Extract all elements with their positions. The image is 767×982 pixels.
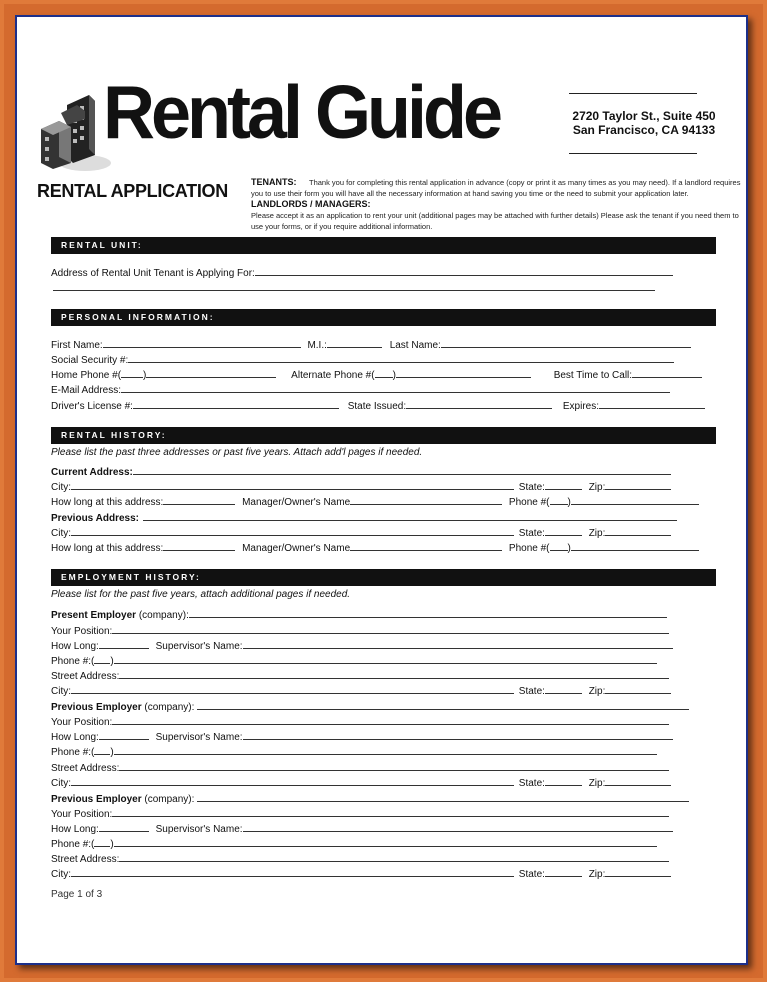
tenants-text: Thank you for completing this rental application in advance (copy or print it as many times as you may need). If a landlord requires you to use their form you will have all the necessary information at hand saving you time or the need to submit your application later. [251,178,741,198]
how-long-label: How long at this address: [51,543,164,554]
city-field[interactable] [71,480,514,490]
employer-city-row [51,684,671,698]
how-long-field[interactable] [99,639,149,649]
current-address-row [51,465,671,479]
phone-field[interactable] [571,541,699,551]
state-label: State: [518,778,545,789]
phone-label: Phone #( [508,497,550,508]
how-long-row [51,639,673,653]
supervisor-field[interactable] [243,822,673,832]
phone-area[interactable] [94,745,110,755]
expires-field[interactable] [599,399,705,409]
rental-address-label: Address of Rental Unit Tenant is Applying For: [51,268,255,279]
email-field[interactable] [121,383,670,393]
phone-label: Phone #:( [51,839,95,850]
how-long-label: How long at this address: [51,497,164,508]
home-phone-area[interactable] [121,368,143,378]
rental-address-row [51,266,673,280]
zip-field[interactable] [605,480,671,490]
previous-address-label: Previous Address: [51,513,139,524]
zip-label: Zip: [588,482,606,493]
state-field[interactable] [545,480,582,490]
phone-field[interactable] [114,745,657,755]
street-field[interactable] [119,669,669,679]
page-number: Page 1 of 3 [51,889,103,900]
license-label: Driver's License #: [51,401,133,412]
how-long-label: How Long: [51,732,99,743]
company-label: (company): [144,702,195,713]
ssn-label: Social Security #: [51,355,129,366]
zip-label: Zip: [588,869,606,880]
phone-field[interactable] [114,837,657,847]
phone-field[interactable] [571,495,699,505]
email-label: E-Mail Address: [51,385,122,396]
phone-paren: ) [567,497,571,508]
state-field[interactable] [545,776,582,786]
company-address [569,109,719,137]
zip-label: Zip: [588,778,606,789]
street-row [51,669,669,683]
zip-field[interactable] [605,867,671,877]
best-time-label: Best Time to Call: [553,370,633,381]
previous-address-field[interactable] [143,511,677,521]
city-label: City: [51,869,71,880]
address-line-2: San Francisco, CA 94133 [572,123,716,137]
phone-label: Phone #:( [51,747,95,758]
home-phone-label: Home Phone #( [51,370,122,381]
position-label: Your Position: [51,717,113,728]
state-field[interactable] [545,867,582,877]
city-label: City: [51,686,71,697]
zip-field[interactable] [605,526,671,536]
manager-field[interactable] [350,541,502,551]
state-issued-label: State Issued: [347,401,407,412]
previous-employer-label: Previous Employer [51,794,142,805]
phone-paren: ) [567,543,571,554]
manager-label: Manager/Owner's Name [242,497,351,508]
phone-field[interactable] [114,654,657,664]
position-field[interactable] [112,715,669,725]
previous-employer-field[interactable] [197,700,689,710]
manager-label: Manager/Owner's Name [242,543,351,554]
name-row [51,338,691,352]
history-instruction: Please list the past three addresses or past five years. Attach add'l pages if needed. [51,447,423,458]
mi-label: M.I.: [307,340,327,351]
supervisor-label: Supervisor's Name: [155,824,243,835]
city-label: City: [51,528,71,539]
employer-phone-row [51,745,657,759]
how-long-label: How Long: [51,641,99,652]
home-phone-paren: ) [143,370,147,381]
alt-phone-paren: ) [392,370,396,381]
city-field[interactable] [71,526,514,536]
phone-area[interactable] [550,541,568,551]
city-field[interactable] [71,776,514,786]
zip-field[interactable] [605,684,671,694]
address-rule-bottom [569,153,697,154]
street-label: Street Address: [51,854,120,865]
previous-employer-field[interactable] [197,792,689,802]
phone-label: Phone #:( [51,656,95,667]
employer-city-row [51,776,671,790]
section-employment-history: EMPLOYMENT HISTORY: [51,569,716,586]
alt-phone-area[interactable] [375,368,393,378]
employer-phone-row [51,837,657,851]
phone-area[interactable] [94,654,110,664]
logo-wordmark: Rental Guide [103,71,500,155]
managers-label: LANDLORDS / MANAGERS: [251,199,371,209]
expires-label: Expires: [562,401,600,412]
present-employer-label: Present Employer [51,610,137,621]
current-duration-row [51,495,699,509]
current-address-label: Current Address: [51,467,133,478]
present-employer-field[interactable] [189,608,667,618]
how-long-field[interactable] [99,730,149,740]
street-row [51,852,669,866]
state-field[interactable] [545,526,582,536]
street-field[interactable] [119,761,669,771]
section-rental-history: RENTAL HISTORY: [51,427,716,444]
section-rental-unit: RENTAL UNIT: [51,237,716,254]
how-long-field[interactable] [163,495,235,505]
phone-area[interactable] [550,495,568,505]
section-personal-info: PERSONAL INFORMATION: [51,309,716,326]
first-name-label: First Name: [51,340,103,351]
rental-address-field-2[interactable] [53,281,655,291]
state-issued-field[interactable] [406,399,552,409]
zip-label: Zip: [588,528,606,539]
city-label: City: [51,778,71,789]
license-row [51,399,705,413]
previous-duration-row [51,541,699,555]
previous-employer-label: Previous Employer [51,702,142,713]
supervisor-label: Supervisor's Name: [155,641,243,652]
how-long-field[interactable] [163,541,235,551]
previous-address-row [51,511,677,525]
alt-phone-field[interactable] [396,368,531,378]
state-label: State: [518,686,545,697]
page-title: RENTAL APPLICATION [37,181,228,201]
ssn-row [51,353,674,367]
address-rule-top [569,93,697,94]
ssn-field[interactable] [128,353,674,363]
zip-label: Zip: [588,686,606,697]
phone-row [51,368,702,382]
best-time-field[interactable] [632,368,702,378]
position-label: Your Position: [51,809,113,820]
manager-field[interactable] [350,495,502,505]
phone-paren: ) [110,839,114,850]
supervisor-field[interactable] [243,730,673,740]
employment-instruction: Please list for the past five years, attach additional pages if needed. [51,589,351,600]
tenants-label: TENANTS: [251,177,297,187]
how-long-row [51,822,673,836]
address-line-1: 2720 Taylor St., Suite 450 [572,109,716,123]
document-page [15,15,748,965]
position-row [51,715,669,729]
street-row [51,761,669,775]
company-label: (company): [144,794,195,805]
street-label: Street Address: [51,763,120,774]
supervisor-field[interactable] [243,639,673,649]
how-long-field[interactable] [99,822,149,832]
managers-text: Please accept it as an application to rent your unit (additional pages may be attached with further details) Please ask the tenant if you need them to use your forms, or if you require additional information. [251,211,739,231]
license-field[interactable] [133,399,339,409]
last-name-label: Last Name: [389,340,441,351]
employer-phone-row [51,654,657,668]
city-field[interactable] [71,684,514,694]
email-row [51,383,670,397]
present-employer-row [51,608,667,622]
rental-address-line2-row [51,281,655,295]
street-field[interactable] [119,852,669,862]
position-field[interactable] [112,624,669,634]
zip-field[interactable] [605,776,671,786]
phone-label: Phone #( [508,543,550,554]
street-label: Street Address: [51,671,120,682]
how-long-row [51,730,673,744]
position-row [51,624,669,638]
position-field[interactable] [112,807,669,817]
position-label: Your Position: [51,626,113,637]
state-label: State: [518,482,545,493]
phone-paren: ) [110,747,114,758]
previous-city-row [51,526,671,540]
state-label: State: [518,528,545,539]
phone-paren: ) [110,656,114,667]
how-long-label: How Long: [51,824,99,835]
position-row [51,807,669,821]
current-address-field[interactable] [133,465,671,475]
state-label: State: [518,869,545,880]
phone-area[interactable] [94,837,110,847]
current-city-row [51,480,671,494]
city-label: City: [51,482,71,493]
rental-address-field[interactable] [255,266,673,276]
state-field[interactable] [545,684,582,694]
previous-employer-row [51,700,689,714]
company-label: (company): [138,610,189,621]
first-name-field[interactable] [103,338,301,348]
mi-field[interactable] [327,338,382,348]
city-field[interactable] [71,867,514,877]
alt-phone-label: Alternate Phone #( [291,370,375,381]
home-phone-field[interactable] [146,368,276,378]
employer-city-row [51,867,671,881]
previous-employer-row [51,792,689,806]
last-name-field[interactable] [441,338,691,348]
intro-text [251,177,751,232]
supervisor-label: Supervisor's Name: [155,732,243,743]
